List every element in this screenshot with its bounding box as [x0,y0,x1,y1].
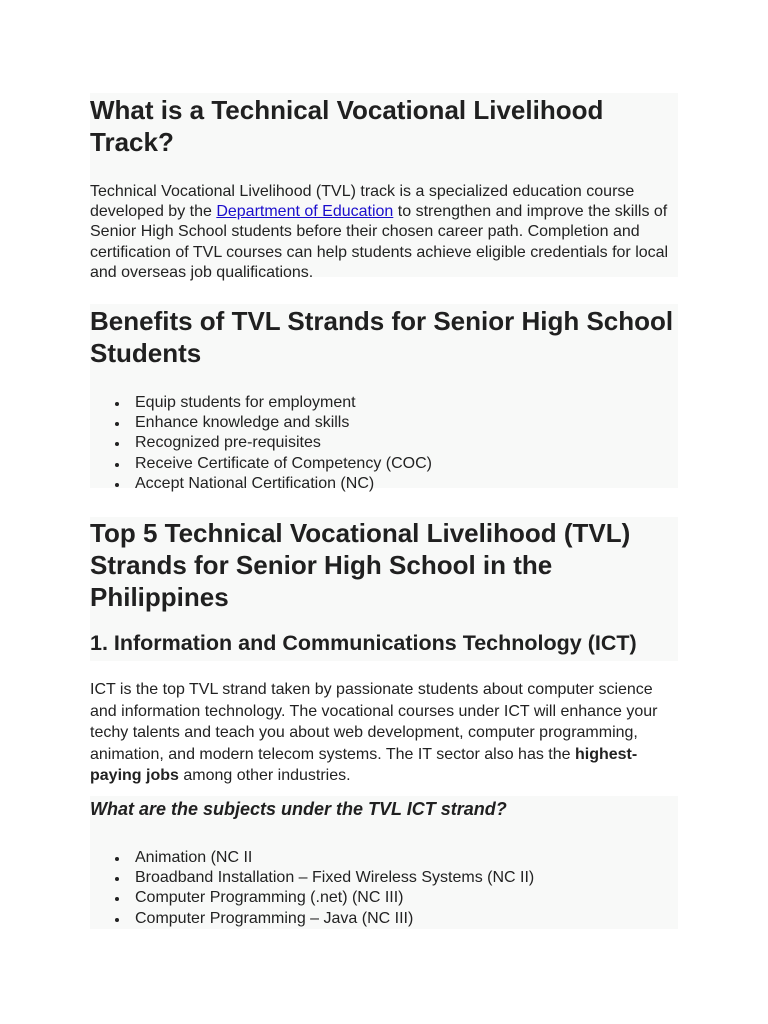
section-ict-subjects [90,796,678,929]
tvl-description-text-2: to strengthen and improve the skills of Senior High School students before their chosen career path. Completion and certification of TVL courses can help students achieve eligible credentials for local and overseas job qualifications. [90,203,669,281]
list-item: Broadband Installation – Fixed Wireless Systems (NC II) [135,868,678,888]
section-benefits [90,304,678,492]
section-top-5-strands [90,517,678,661]
ict-description-paragraph [90,679,678,787]
list-item: Receive Certificate of Competency (COC) [135,454,678,474]
tvl-description-paragraph [90,182,678,283]
list-item: Computer Programming – Java (NC III) [135,909,678,929]
heading-benefits: Benefits of TVL Strands for Senior High School Students [90,306,674,368]
heading-ict-subjects: What are the subjects under the TVL ICT strand? [90,799,507,819]
heading-top-5-strands: Top 5 Technical Vocational Livelihood (TVL) Strands for Senior High School in the Philippines [90,518,631,612]
department-of-education-link[interactable]: Department of Education [216,203,394,221]
ict-subjects-list [90,848,678,929]
list-item: Recognized pre-requisites [135,433,678,453]
list-item: Animation (NC II [135,848,678,868]
list-item: Accept National Certification (NC) [135,474,678,494]
section-ict-description [90,679,678,787]
heading-ict: 1. Information and Communications Technology (ICT) [90,631,637,655]
list-item: Equip students for employment [135,393,678,413]
benefits-list [90,393,678,494]
heading-what-is-tvl: What is a Technical Vocational Livelihood Track? [90,95,604,157]
list-item: Enhance knowledge and skills [135,413,678,433]
list-item: Computer Programming (.net) (NC III) [135,888,678,908]
tvl-description-text-1: Technical Vocational Livelihood (TVL) track is a specialized education course developed by the [90,183,635,221]
ict-description-text-1: ICT is the top TVL strand taken by passionate students about computer science and information technology. The vocational courses under ICT will enhance your techy talents and teach you about web development, computer programming, animation, and modern telecom systems. The IT sector also has the [90,681,658,763]
section-what-is-tvl [90,93,678,281]
ict-highest-paying-jobs: highest-paying jobs [90,745,638,785]
ict-description-text-2: among other industries. [178,767,351,785]
